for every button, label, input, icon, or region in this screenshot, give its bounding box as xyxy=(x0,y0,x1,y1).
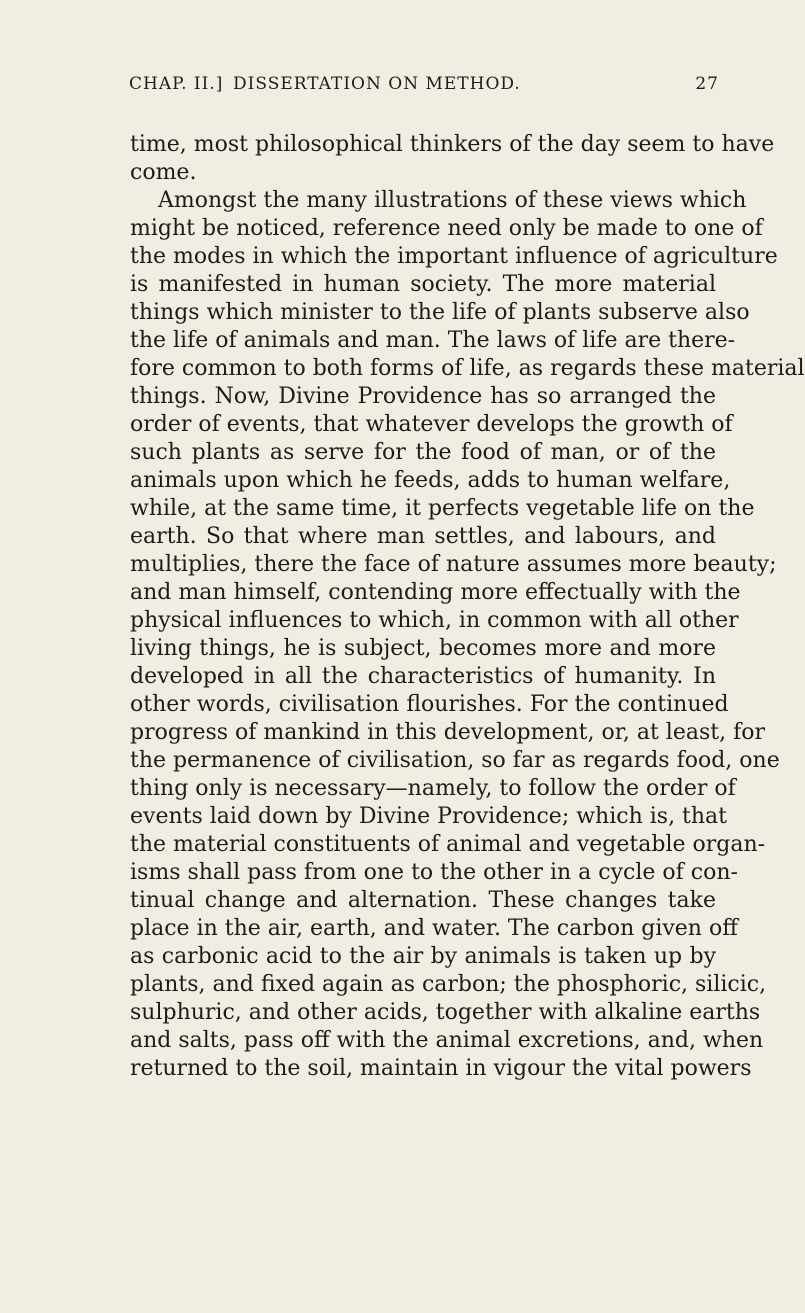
text-line: the life of animals and man. The laws of life are there- xyxy=(130,328,736,353)
text-line: things which minister to the life of plants subserve also xyxy=(130,300,750,325)
text-line: progress of mankind in this development, or, at least, for xyxy=(130,720,765,745)
text-line: multiplies, there the face of nature assumes more beauty; xyxy=(130,552,777,577)
text-line: returned to the soil, maintain in vigour the vital powers xyxy=(130,1056,752,1081)
text-line: plants, and fixed again as carbon; the phosphoric, silicic, xyxy=(130,972,767,997)
text-line: such plants as serve for the food of man, or of the xyxy=(130,440,716,465)
text-line: while, at the same time, it perfects vegetable life on the xyxy=(130,496,755,521)
text-line: events laid down by Divine Providence; which is, that xyxy=(130,804,728,829)
running-title: DISSERTATION ON METHOD. xyxy=(233,74,521,94)
text-line: the permanence of civilisation, so far as regards food, one xyxy=(130,748,780,773)
text-line: place in the air, earth, and water. The carbon given off xyxy=(130,916,738,941)
text-line: developed in all the characteristics of humanity. In xyxy=(130,664,716,689)
text-line: sulphuric, and other acids, together with alkaline earths xyxy=(130,1000,761,1025)
text-line: tinual change and alternation. These changes take xyxy=(130,888,716,913)
body-text xyxy=(130,131,805,1083)
text-line: as carbonic acid to the air by animals is taken up by xyxy=(130,944,716,969)
text-line: fore common to both forms of life, as regards these material xyxy=(130,356,805,381)
text-line: come. xyxy=(130,160,197,185)
text-line: earth. So that where man settles, and labours, and xyxy=(130,524,716,549)
text-line: is manifested in human society. The more material xyxy=(130,272,716,297)
text-line: other words, civilisation flourishes. For the continued xyxy=(130,692,729,717)
text-line: living things, he is subject, becomes more and more xyxy=(130,636,716,661)
text-line: thing only is necessary—namely, to follow the order of xyxy=(130,776,736,801)
text-line: the material constituents of animal and vegetable organ- xyxy=(130,832,766,857)
text-line: animals upon which he feeds, adds to human welfare, xyxy=(130,468,731,493)
text-line: time, most philosophical thinkers of the day seem to have xyxy=(130,132,775,157)
running-head xyxy=(129,74,719,102)
text-line: physical influences to which, in common with all other xyxy=(130,608,739,633)
text-line: the modes in which the important influence of agriculture xyxy=(130,244,778,269)
text-line: might be noticed, reference need only be made to one of xyxy=(130,216,763,241)
chapter-label: CHAP. II.] xyxy=(129,74,224,94)
text-line: order of events, that whatever develops the growth of xyxy=(130,412,733,437)
text-line: and salts, pass off with the animal excretions, and, when xyxy=(130,1028,764,1053)
text-line: and man himself, contending more effectually with the xyxy=(130,580,741,605)
text-line: isms shall pass from one to the other in a cycle of con- xyxy=(130,860,738,885)
text-line: things. Now, Divine Providence has so arranged the xyxy=(130,384,716,409)
text-line: Amongst the many illustrations of these views which xyxy=(158,188,747,213)
page-number: 27 xyxy=(695,74,719,94)
